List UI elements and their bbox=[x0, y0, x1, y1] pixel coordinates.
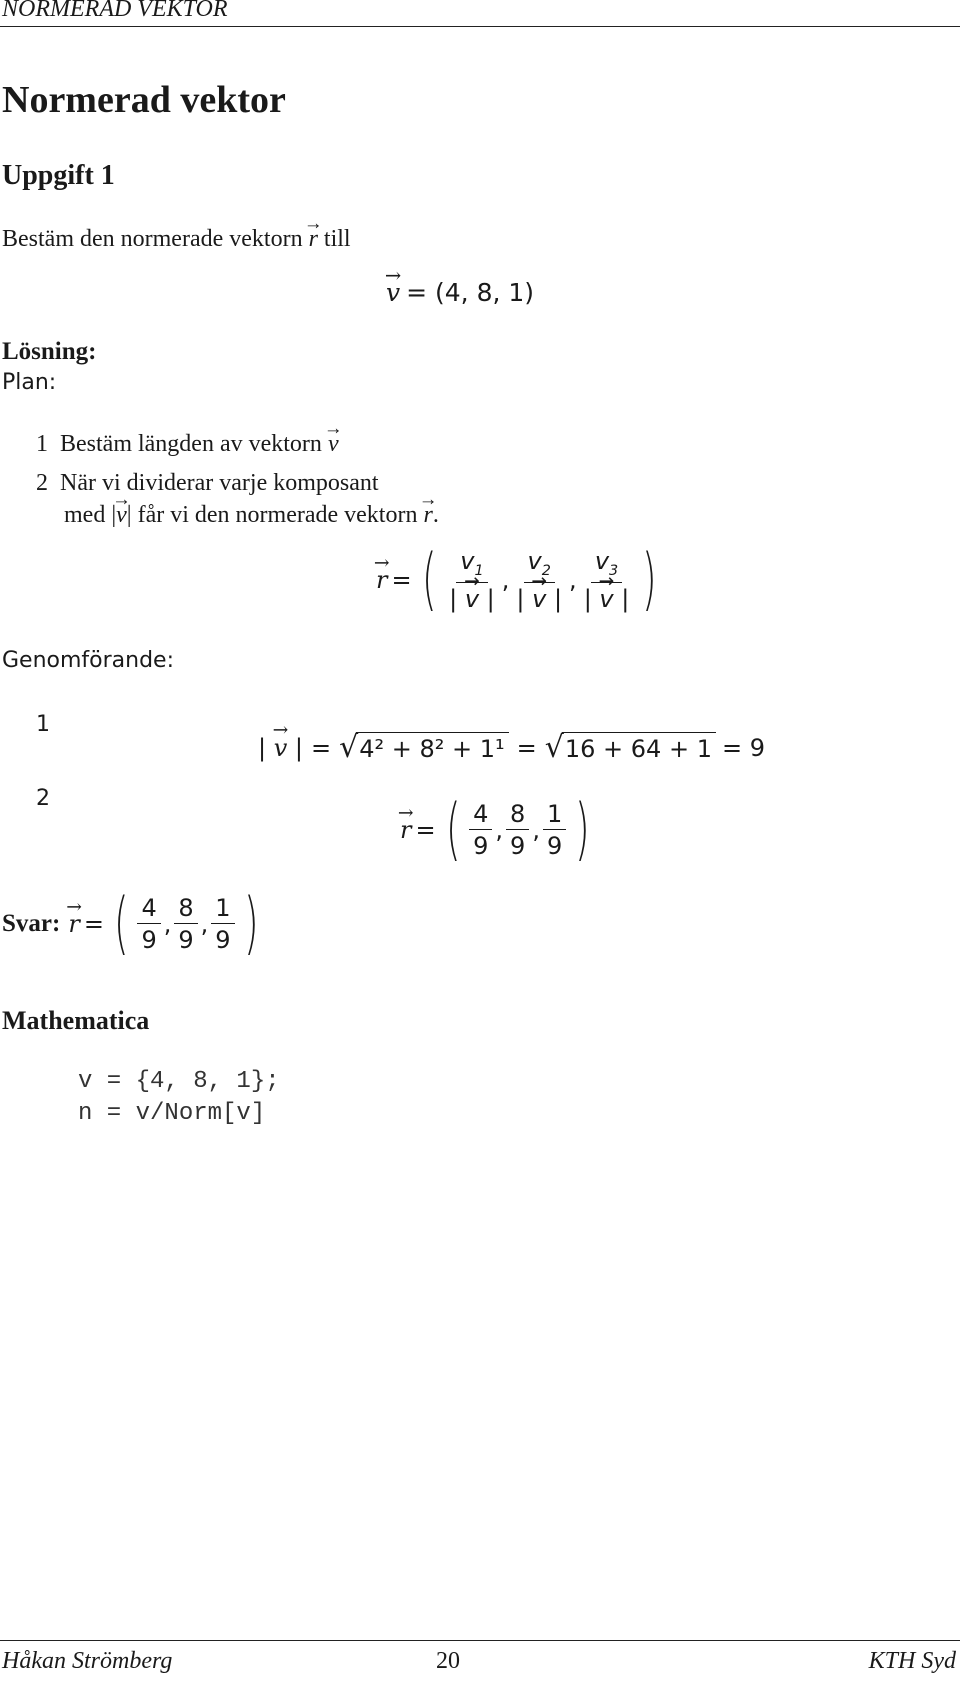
sqrt-2-radicand: 16 + 64 + 1 bbox=[562, 732, 716, 763]
execution-label: Genomförande: bbox=[2, 648, 175, 673]
solution-label: Lösning: bbox=[2, 338, 97, 365]
given-vector bbox=[386, 278, 534, 307]
r-computation: → r = ( $\frac{4}{9}$ , $\frac{8}{9}$ , $\frac{1}{9}$ ) bbox=[400, 796, 596, 864]
given-vector-v: → v bbox=[386, 278, 400, 307]
plan-step-2 bbox=[36, 470, 379, 497]
plan-step-1-num: 1 bbox=[36, 431, 48, 457]
frac-v2-num: $v_2$ bbox=[524, 548, 555, 583]
plan-step-2-vector-r: → r bbox=[423, 502, 432, 529]
task-text bbox=[2, 226, 351, 253]
frac-v3-num: $v_3$ bbox=[591, 548, 622, 583]
mathematica-heading: Mathematica bbox=[2, 1006, 150, 1035]
code-line-1: v = {4, 8, 1}; bbox=[78, 1068, 280, 1095]
execution-step-2-num: 2 bbox=[36, 786, 50, 811]
footer-institution: KTH Syd bbox=[868, 1648, 956, 1674]
plan-formula: → r = ( $\frac{v_1}{| \to v |}$ , $\frac{v_2}{| \to v |}$ , $\frac{v_3}{| \to v |}$ ) bbox=[376, 546, 663, 614]
frac-v1-den: | → v | bbox=[445, 583, 499, 612]
code-line-2: n = v/Norm[v] bbox=[78, 1100, 266, 1127]
r-computation-lhs: → r bbox=[400, 816, 411, 844]
running-header: NORMERAD VEKTOR bbox=[2, 0, 228, 22]
plan-formula-equals: = bbox=[391, 566, 412, 594]
sqrt-2: √ 16 + 64 + 1 bbox=[545, 732, 716, 763]
sqrt-1: √ 4² + 8² + 1¹ bbox=[339, 732, 509, 763]
plan-step-1-vector: → v bbox=[328, 431, 339, 458]
answer-frac-2: $\frac{8}{9}$ bbox=[174, 895, 197, 954]
length-computation: | → v | = √ 4² + 8² + 1¹ = √ 16 + 64 + 1 = 9 bbox=[258, 732, 765, 763]
length-result: = 9 bbox=[721, 733, 765, 762]
footer-rule bbox=[0, 1640, 960, 1641]
plan-step-2-line2 bbox=[64, 502, 439, 529]
task-text-end: till bbox=[323, 226, 351, 252]
execution-step-1-num: 1 bbox=[36, 712, 50, 737]
footer-page-number: 20 bbox=[436, 1648, 460, 1674]
r-frac-1: $\frac{4}{9}$ bbox=[469, 801, 492, 860]
plan-step-2-num: 2 bbox=[36, 470, 48, 496]
task-vector-r: → r bbox=[309, 226, 318, 253]
answer-vector: → r bbox=[68, 910, 79, 938]
plan-label: Plan: bbox=[2, 370, 57, 395]
task-heading: Uppgift 1 bbox=[2, 160, 115, 191]
plan-formula-lhs: → r bbox=[376, 566, 387, 594]
length-lhs: | → v | bbox=[258, 734, 303, 762]
sqrt-1-radicand: 4² + 8² + 1¹ bbox=[356, 732, 508, 763]
frac-v2-den: | → v | bbox=[512, 583, 566, 612]
r-frac-3: $\frac{1}{9}$ bbox=[543, 801, 566, 860]
answer: Svar: → r = ( $\frac{4}{9}$ , $\frac{8}{9}$ , $\frac{1}{9}$ ) bbox=[2, 890, 264, 958]
plan-step-2-text-a: med | bbox=[64, 502, 117, 528]
answer-frac-3: $\frac{1}{9}$ bbox=[211, 895, 234, 954]
frac-v1 bbox=[445, 548, 499, 612]
frac-v1-num: $v_1$ bbox=[456, 548, 487, 583]
task-text-start: Bestäm den normerade vektorn bbox=[2, 226, 303, 252]
plan-step-2-text: När vi dividerar varje komposant bbox=[60, 470, 379, 496]
r-frac-2: $\frac{8}{9}$ bbox=[506, 801, 529, 860]
answer-frac-1: $\frac{4}{9}$ bbox=[137, 895, 160, 954]
plan-step-2-vector-v: → v bbox=[116, 502, 127, 529]
footer-author: Håkan Strömberg bbox=[2, 1648, 173, 1674]
header-rule bbox=[0, 26, 960, 27]
answer-label: Svar: bbox=[2, 910, 61, 937]
frac-v2 bbox=[512, 548, 566, 612]
frac-v3-den: | → v | bbox=[580, 583, 634, 612]
plan-step-2-text-b: | får vi den normerade vektorn bbox=[126, 502, 418, 528]
plan-step-2-end: . bbox=[432, 502, 439, 528]
right-paren: ) bbox=[642, 540, 657, 619]
plan-step-1-text: Bestäm längden av vektorn bbox=[60, 431, 322, 457]
plan-step-1 bbox=[36, 431, 339, 458]
left-paren: ( bbox=[421, 540, 437, 619]
given-vector-value: = (4, 8, 1) bbox=[406, 278, 535, 307]
frac-v3 bbox=[580, 548, 634, 612]
page-title: Normerad vektor bbox=[2, 79, 286, 121]
